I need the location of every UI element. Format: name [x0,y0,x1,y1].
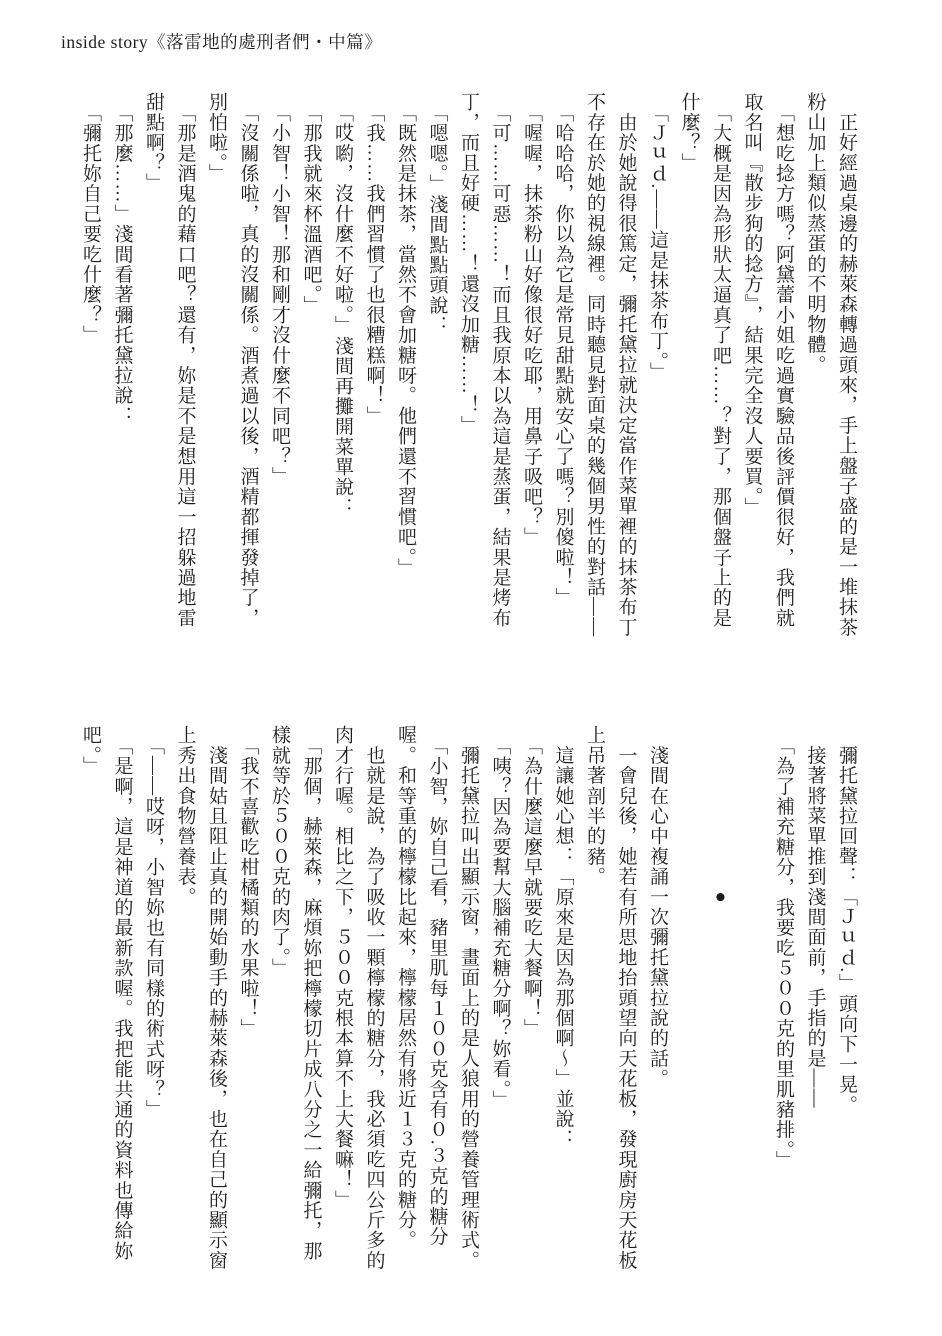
column-spacer [736,725,768,1273]
text-column: 一會兒後，她若有所思地抬頭望向天花板，發現廚房天花板 [615,725,637,1271]
section-break-bullet: ● [710,725,731,909]
text-column: 上吊著剖半的豬。 [584,725,605,887]
text-column: 「為了補充糖分，我要吃５００克的里肌豬排。」 [773,725,794,1171]
text-column: 樣就等於５００克的肉了。」 [269,725,290,979]
text-column: 「大概是因為形狀太逼真了吧……？對了，那個盤子上的是 [710,92,731,628]
text-column: 吧。」 [80,725,101,777]
text-column: 「Ｊｕｄ.——這是抹茶布丁。」 [647,92,668,382]
text-column: 「哎喲，沒什麼不好啦。」淺間再攤開菜單說： [332,92,353,518]
text-column: 「喔喔，抹茶粉山好像很好吃耶，用鼻子吸吧？」 [521,92,542,548]
page-header: inside story《落雷地的處刑者們・中篇》 [61,32,383,52]
text-column: 「嗯嗯。」淺間點點頭說： [426,92,448,336]
top-text-block [72,92,862,640]
bottom-text-block [72,725,862,1273]
text-column: 肉才行喔。相比之下，５００克根本算不上大餐嘛！」 [332,725,353,1210]
text-column: 「那麼……」淺間看著彌托黛拉說： [111,92,133,426]
text-column: 接著將菜單推到淺間面前，手指的是—— [804,725,826,1109]
column-spacer [673,725,705,1273]
text-column: 「小智！小智！那和剛才沒什麼不同吧？」 [269,92,290,487]
text-column: 丁，而且好硬……！還沒加糖……！」 [458,92,479,436]
text-column: 什麼？」 [678,92,700,173]
text-column: 別怕啦。」 [206,92,227,184]
text-column: 這讓她心想：「原來是因為那個啊～」並說： [552,725,574,1150]
text-column: 甜點啊？」 [143,92,164,193]
text-column: 「彌托妳自己要吃什麼？」 [80,92,101,346]
text-column: 取名叫『散步狗的捻方』，結果完全沒人要買。」 [741,92,763,518]
text-column: 「小智，妳自己看，豬里肌每１００克含有０.３克的糖分 [426,725,448,1247]
text-column: 「為什麼這麼早就要吃大餐啊！」 [521,725,542,1039]
text-column: 「沒關係啦，真的沒關係。酒煮過以後，酒精都揮發掉了， [237,92,259,628]
text-column: 「想吃捻方嗎？阿黛蕾小姐吃過實驗品後評價很好，我們就 [773,92,794,628]
text-column: 不存在於她的視線裡。同時聽見對面桌的幾個男性的對話—— [584,92,605,638]
text-column: 「咦？因為要幫大腦補充糖分啊？妳看。」 [489,725,511,1110]
text-column: 「哈哈哈，你以為它是常見甜點就安心了嗎？別傻啦！」 [552,92,574,608]
text-column: 正好經過桌邊的赫萊森轉過頭來，手上盤子盛的是一堆抹茶 [836,92,857,638]
text-column: 也就是說，為了吸收一顆檸檬的糖分，我必須吃四公斤多的 [363,725,385,1271]
text-column: 「可……可惡……！而且我原本以為這是蒸蛋，結果是烤布 [489,92,511,628]
text-column: 「那我就來杯溫酒吧。」 [300,92,322,316]
text-column: 彌托黛拉回聲：「Ｊｕｄ.」頭向下一晃。 [836,725,857,1115]
text-column: 「我不喜歡吃柑橘類的水果啦！」 [237,725,259,1039]
text-column: 淺間姑且阻止真的開始動手的赫萊森後，也在自己的顯示窗 [206,725,227,1271]
text-column: 淺間在心中複誦一次彌托黛拉說的話。 [647,725,668,1089]
text-column: 喔。和等重的檸檬比起來，檸檬居然有將近１３克的糖分。 [395,725,416,1251]
text-column: 「既然是抹茶，當然不會加糖呀。他們還不習慣吧。」 [395,92,416,578]
text-column: 「我……我們習慣了也很糟糕啊！」 [363,92,385,426]
text-column: 彌托黛拉叫出顯示窗，畫面上的是人狼用的營養管理術式。 [458,725,479,1271]
text-column: 粉山加上類似蒸蛋的不明物體。 [804,92,826,375]
text-column: 「是啊，這是神道的最新款喔。我把能共通的資料也傳給妳 [111,725,133,1261]
text-column: 由於她說得很篤定，彌托黛拉就決定當作菜單裡的抹茶布丁 [615,92,637,638]
text-column: 「——哎呀，小智妳也有同樣的術式呀？」 [143,725,164,1120]
text-column: 上秀出食物營養表。 [174,725,196,907]
text-column: 「那個，赫萊森，麻煩妳把檸檬切片成八分之一給彌托，那 [300,725,322,1261]
text-column: 「那是酒鬼的藉口吧？還有，妳是不是想用這一招躲過地雷 [174,92,196,628]
